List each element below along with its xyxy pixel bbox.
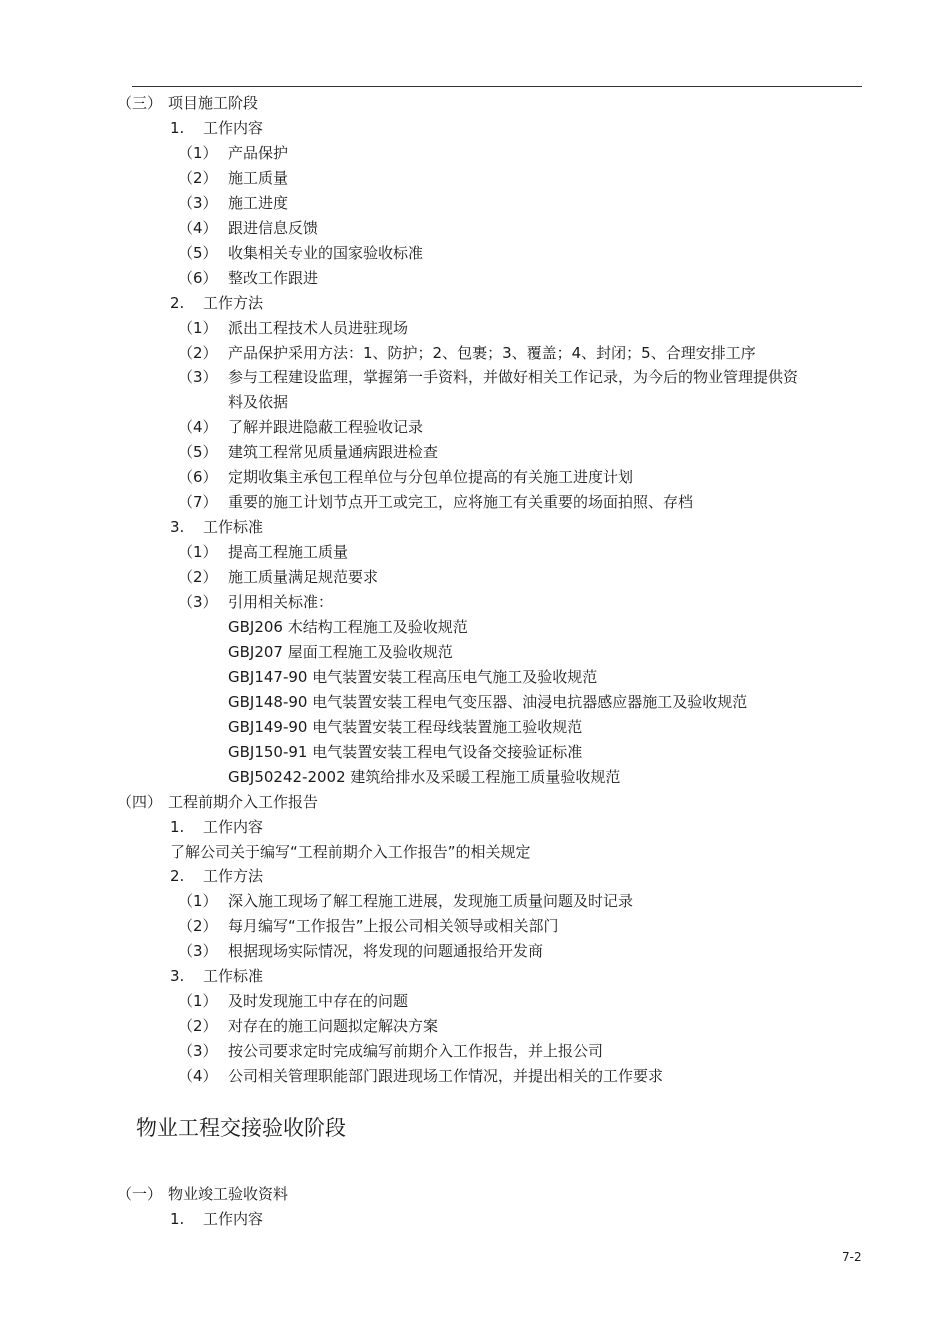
list-item-text: 项目施工阶段 xyxy=(168,94,259,112)
list-item-text: 引用相关标准： xyxy=(228,593,334,611)
list-marker: （1） xyxy=(178,892,218,910)
list-marker: （3） xyxy=(178,368,218,386)
header-rule xyxy=(132,86,862,87)
list-marker: （2） xyxy=(178,169,218,187)
list-item-text: 及时发现施工中存在的问题 xyxy=(228,992,409,1010)
list-item-text: GBJ207 屋面工程施工及验收规范 xyxy=(228,643,453,661)
list-item-text: GBJ206 木结构工程施工及验收规范 xyxy=(228,618,468,636)
page-number: 7-2 xyxy=(842,1250,862,1264)
list-item-text: 整改工作跟进 xyxy=(228,269,319,287)
list-item-text: 根据现场实际情况，将发现的问题通报给开发商 xyxy=(228,942,544,960)
list-item-text: GBJ50242-2002 建筑给排水及采暖工程施工质量验收规范 xyxy=(228,768,621,786)
list-marker: 1. xyxy=(170,1210,185,1228)
list-marker: （3） xyxy=(178,942,218,960)
list-item-text: 收集相关专业的国家验收标准 xyxy=(228,244,424,262)
list-item-text: 工作标准 xyxy=(203,967,264,985)
list-marker: （5） xyxy=(178,443,218,461)
list-item-text: 深入施工现场了解工程施工进展，发现施工质量问题及时记录 xyxy=(228,892,634,910)
list-item-text: 物业竣工验收资料 xyxy=(168,1185,289,1203)
list-item-text: GBJ150-91 电气装置安装工程电气设备交接验证标准 xyxy=(228,743,583,761)
list-item-text: 工作内容 xyxy=(203,818,264,836)
list-marker: （2） xyxy=(178,344,218,362)
list-item-text: 工程前期介入工作报告 xyxy=(168,793,319,811)
list-marker: （4） xyxy=(178,219,218,237)
list-item-text: 产品保护采用方法：1、防护；2、包裹；3、覆盖；4、封闭；5、合理安排工序 xyxy=(228,344,756,362)
list-item-text: 提高工程施工质量 xyxy=(228,543,349,561)
list-marker: （7） xyxy=(178,493,218,511)
list-item-text: 公司相关管理职能部门跟进现场工作情况，并提出相关的工作要求 xyxy=(228,1067,664,1085)
list-item-text: 定期收集主承包工程单位与分包单位提高的有关施工进度计划 xyxy=(228,468,634,486)
list-item-text: 按公司要求定时完成编写前期介入工作报告，并上报公司 xyxy=(228,1042,604,1060)
list-marker: （6） xyxy=(178,269,218,287)
list-item-text: 工作内容 xyxy=(203,1210,264,1228)
list-marker: （三） xyxy=(117,94,163,112)
list-item-text: 每月编写“工作报告”上报公司相关领导或相关部门 xyxy=(228,917,559,935)
list-marker: （3） xyxy=(178,1042,218,1060)
list-item-text: 工作标准 xyxy=(203,518,264,536)
list-marker: 2. xyxy=(170,294,185,312)
list-marker: （1） xyxy=(178,992,218,1010)
list-marker: 3. xyxy=(170,967,185,985)
list-item-text: 重要的施工计划节点开工或完工，应将施工有关重要的场面拍照、存档 xyxy=(228,493,694,511)
list-item-text: GBJ149-90 电气装置安装工程母线装置施工验收规范 xyxy=(228,718,583,736)
list-marker: （2） xyxy=(178,568,218,586)
section-heading: 物业工程交接验收阶段 xyxy=(136,1116,346,1140)
list-marker: 3. xyxy=(170,518,185,536)
list-item-text: 产品保护 xyxy=(228,144,289,162)
list-marker: （1） xyxy=(178,543,218,561)
list-marker: 1. xyxy=(170,119,185,137)
list-item-text: 工作方法 xyxy=(203,294,264,312)
list-marker: （2） xyxy=(178,917,218,935)
list-item-text: 工作内容 xyxy=(203,119,264,137)
list-item-text: 参与工程建设监理，掌握第一手资料，并做好相关工作记录，为今后的物业管理提供资 xyxy=(228,368,799,386)
list-item-text: GBJ147-90 电气装置安装工程高压电气施工及验收规范 xyxy=(228,668,598,686)
list-item-text: 施工质量满足规范要求 xyxy=(228,568,379,586)
list-item-text: 料及依据 xyxy=(228,393,289,411)
list-marker: （4） xyxy=(178,418,218,436)
list-marker: （3） xyxy=(178,593,218,611)
list-marker: （6） xyxy=(178,468,218,486)
list-item-text: 工作方法 xyxy=(203,867,264,885)
list-item-text: 对存在的施工问题拟定解决方案 xyxy=(228,1017,439,1035)
list-marker: 2. xyxy=(170,867,185,885)
list-marker: （4） xyxy=(178,1067,218,1085)
list-item-text: 了解并跟进隐蔽工程验收记录 xyxy=(228,418,424,436)
list-marker: （1） xyxy=(178,319,218,337)
list-item-text: 派出工程技术人员进驻现场 xyxy=(228,319,409,337)
list-marker: 1. xyxy=(170,818,185,836)
list-item-text: 施工进度 xyxy=(228,194,289,212)
list-marker: （2） xyxy=(178,1017,218,1035)
list-marker: （5） xyxy=(178,244,218,262)
list-marker: （1） xyxy=(178,144,218,162)
list-marker: （3） xyxy=(178,194,218,212)
list-marker: （四） xyxy=(117,793,163,811)
list-item-text: GBJ148-90 电气装置安装工程电气变压器、油浸电抗器感应器施工及验收规范 xyxy=(228,693,748,711)
list-marker: （一） xyxy=(117,1185,163,1203)
list-item-text: 跟进信息反馈 xyxy=(228,219,319,237)
list-item-text: 建筑工程常见质量通病跟进检查 xyxy=(228,443,439,461)
list-item-text: 了解公司关于编写“工程前期介入工作报告”的相关规定 xyxy=(170,843,531,861)
list-item-text: 施工质量 xyxy=(228,169,289,187)
